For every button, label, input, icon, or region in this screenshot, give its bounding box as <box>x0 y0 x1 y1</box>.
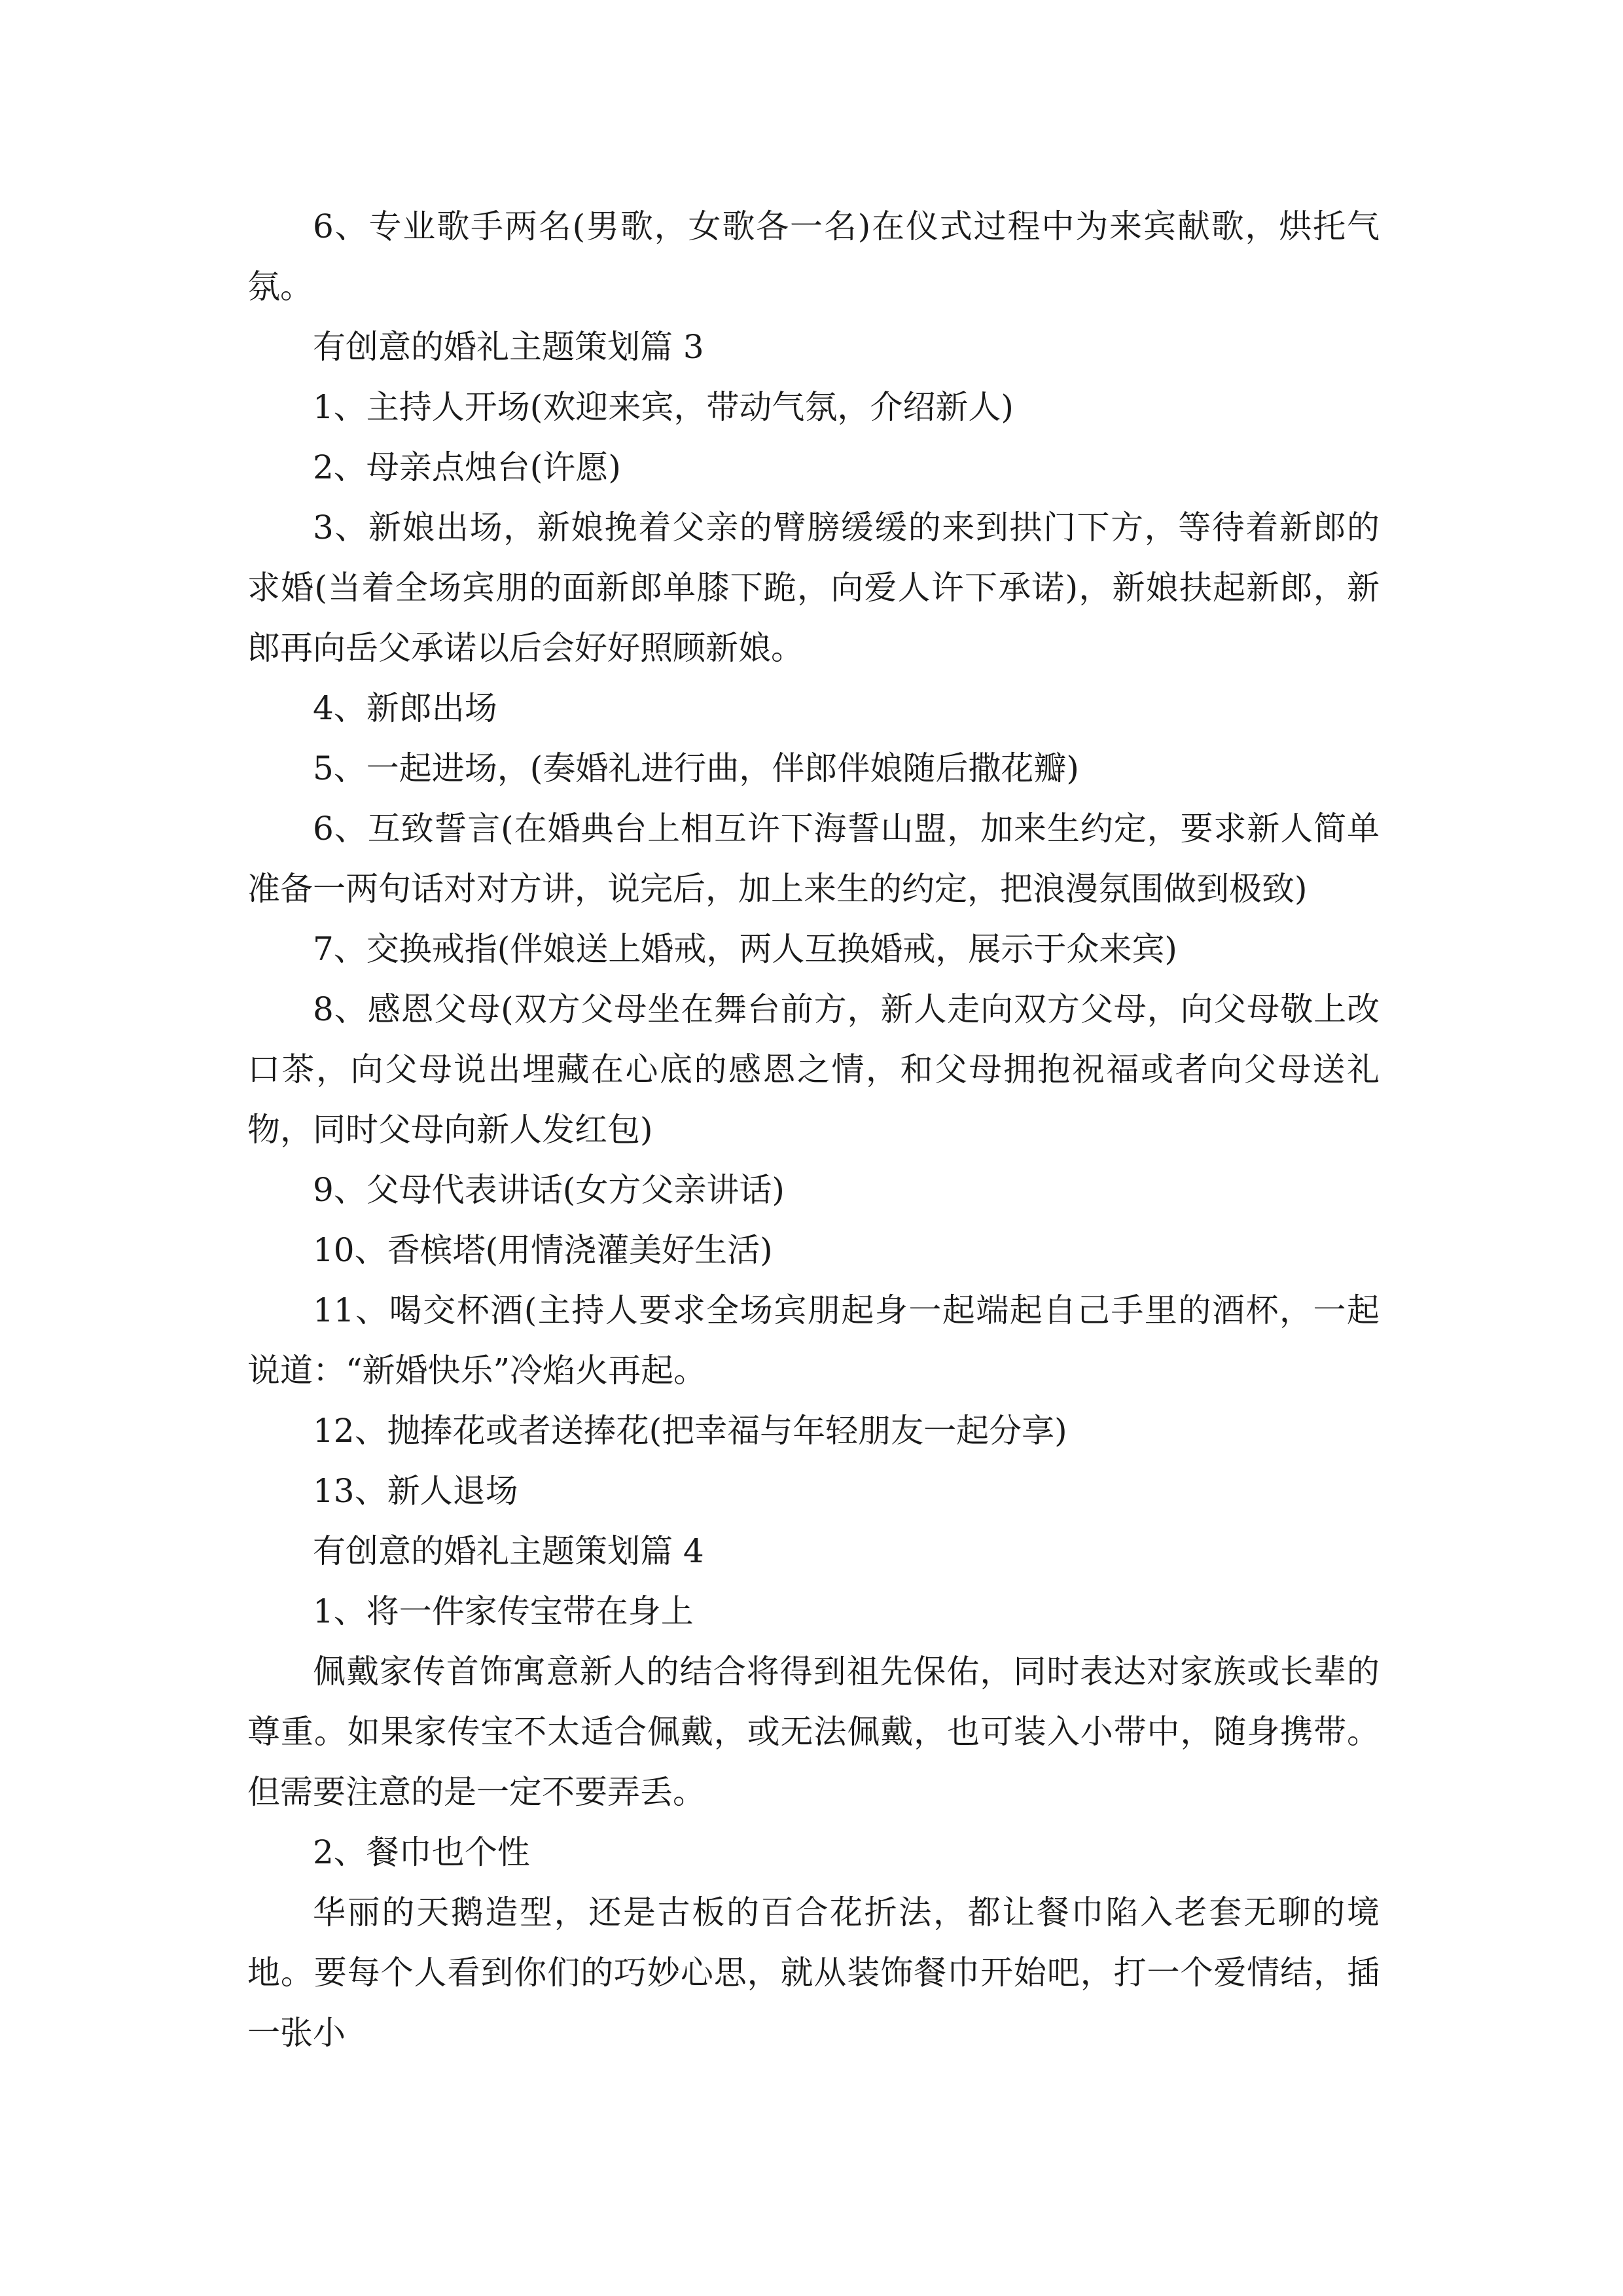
paragraph: 佩戴家传首饰寓意新人的结合将得到祖先保佑，同时表达对家族或长辈的尊重。如果家传宝不太适合佩戴，或无法佩戴，也可装入小带中，随身携带。但需要注意的是一定不要弄丢。 <box>247 1653 1380 1811</box>
paragraph: 3、新娘出场，新娘挽着父亲的臂膀缓缓的来到拱门下方，等待着新郎的求婚(当着全场宾朋的面新郎单膝下跪，向爱人许下承诺)，新娘扶起新郎，新郎再向岳父承诺以后会好好照顾新娘。 <box>247 509 1380 667</box>
paragraph: 1、主持人开场(欢迎来宾，带动气氛，介绍新人) <box>313 388 1014 426</box>
paragraph: 11、喝交杯酒(主持人要求全场宾朋起身一起端起自己手里的酒杯，一起说道：“新婚快乐”冷焰火再起。 <box>247 1291 1380 1390</box>
paragraph: 6、专业歌手两名(男歌，女歌各一名)在仪式过程中为来宾献歌，烘托气氛。 <box>247 207 1380 306</box>
section-heading: 有创意的婚礼主题策划篇 4 <box>313 1532 704 1570</box>
paragraph: 8、感恩父母(双方父母坐在舞台前方，新人走向双方父母，向父母敬上改口茶，向父母说出埋藏在心底的感恩之情，和父母拥抱祝福或者向父母送礼物，同时父母向新人发红包) <box>247 990 1380 1149</box>
paragraph: 1、将一件家传宝带在身上 <box>313 1592 694 1630</box>
paragraph: 2、母亲点烛台(许愿) <box>313 448 621 486</box>
paragraph: 9、父母代表讲话(女方父亲讲话) <box>313 1171 785 1209</box>
paragraph: 4、新郎出场 <box>313 689 497 727</box>
paragraph: 华丽的天鹅造型，还是古板的百合花折法，都让餐巾陷入老套无聊的境地。要每个人看到你们的巧妙心思，就从装饰餐巾开始吧，打一个爱情结，插一张小 <box>247 1893 1380 2052</box>
section-heading: 有创意的婚礼主题策划篇 3 <box>313 328 704 366</box>
paragraph: 7、交换戒指(伴娘送上婚戒，两人互换婚戒，展示于众来宾) <box>313 930 1177 968</box>
paragraph: 13、新人退场 <box>313 1472 518 1510</box>
paragraph: 2、餐巾也个性 <box>313 1833 530 1871</box>
paragraph: 10、香槟塔(用情浇灌美好生活) <box>313 1231 773 1269</box>
paragraph: 5、一起进场，(奏婚礼进行曲，伴郎伴娘随后撒花瓣) <box>313 749 1079 787</box>
paragraph: 6、互致誓言(在婚典台上相互许下海誓山盟，加来生约定，要求新人简单准备一两句话对对方讲，说完后，加上来生的约定，把浪漫氛围做到极致) <box>247 810 1380 908</box>
document-body <box>247 196 1380 2063</box>
paragraph: 12、抛捧花或者送捧花(把幸福与年轻朋友一起分享) <box>313 1412 1067 1450</box>
